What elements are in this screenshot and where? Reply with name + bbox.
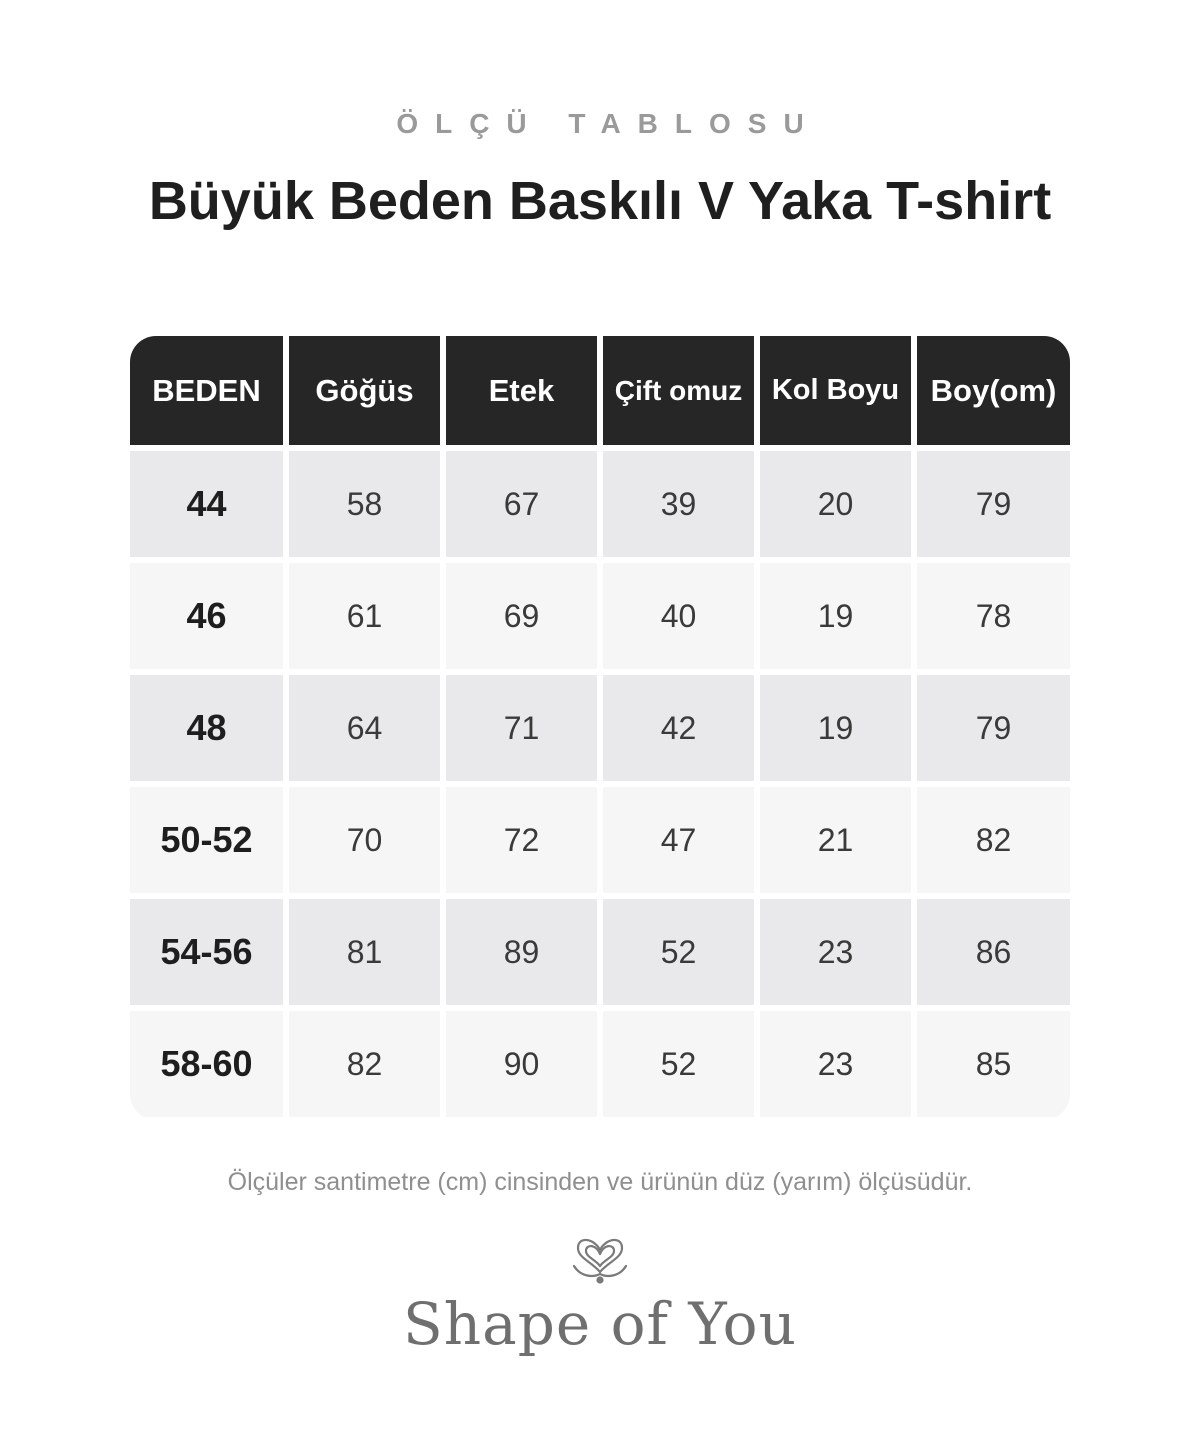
column-header-boy: Boy(om) <box>917 336 1070 445</box>
measurement-cell: 90 <box>446 1011 597 1117</box>
measurement-cell: 81 <box>289 899 440 1005</box>
column-header-cift-omuz: Çift omuz <box>603 336 754 445</box>
measurement-cell: 79 <box>917 675 1070 781</box>
measurement-cell: 23 <box>760 1011 911 1117</box>
table-row <box>130 899 1070 1005</box>
page-title: Büyük Beden Baskılı V Yaka T-shirt <box>148 171 1052 231</box>
size-cell: 50-52 <box>130 787 283 893</box>
table-row <box>130 787 1070 893</box>
column-header-kol-boyu: Kol Boyu <box>760 336 911 445</box>
double-heart-logo-icon <box>566 1228 634 1290</box>
measurement-cell: 58 <box>289 451 440 557</box>
column-header-etek: Etek <box>446 336 597 445</box>
size-cell: 46 <box>130 563 283 669</box>
measurement-cell: 72 <box>446 787 597 893</box>
measurement-cell: 70 <box>289 787 440 893</box>
measurement-cell: 39 <box>603 451 754 557</box>
size-cell: 44 <box>130 451 283 557</box>
measurement-cell: 86 <box>917 899 1070 1005</box>
table-row <box>130 563 1070 669</box>
measurement-cell: 20 <box>760 451 911 557</box>
measurement-cell: 47 <box>603 787 754 893</box>
measurement-cell: 82 <box>917 787 1070 893</box>
measurement-cell: 79 <box>917 451 1070 557</box>
measurement-cell: 40 <box>603 563 754 669</box>
measurement-cell: 42 <box>603 675 754 781</box>
measurement-cell: 52 <box>603 899 754 1005</box>
measurement-cell: 19 <box>760 675 911 781</box>
measurement-cell: 67 <box>446 451 597 557</box>
measurement-cell: 19 <box>760 563 911 669</box>
size-cell: 54-56 <box>130 899 283 1005</box>
measurement-cell: 61 <box>289 563 440 669</box>
measurement-cell: 52 <box>603 1011 754 1117</box>
brand-logo-text: Shape of You <box>403 1290 797 1358</box>
measurement-cell: 82 <box>289 1011 440 1117</box>
measurement-cell: 64 <box>289 675 440 781</box>
size-table <box>130 336 1070 1120</box>
size-chart-subtitle: ÖLÇÜ TABLOSU <box>396 108 821 139</box>
measurement-note: Ölçüler santimetre (cm) cinsinden ve ürünün düz (yarım) ölçüsüdür. <box>227 1168 973 1196</box>
column-header-gogus: Göğüs <box>289 336 440 445</box>
measurement-cell: 89 <box>446 899 597 1005</box>
measurement-cell: 21 <box>760 787 911 893</box>
measurement-cell: 69 <box>446 563 597 669</box>
measurement-cell: 71 <box>446 675 597 781</box>
measurement-cell: 23 <box>760 899 911 1005</box>
measurement-cell: 85 <box>917 1011 1070 1117</box>
table-header-row <box>130 336 1070 445</box>
size-cell: 58-60 <box>130 1011 283 1117</box>
table-row <box>130 675 1070 781</box>
column-header-beden: BEDEN <box>130 336 283 445</box>
measurement-cell: 78 <box>917 563 1070 669</box>
size-cell: 48 <box>130 675 283 781</box>
table-row <box>130 1011 1070 1117</box>
table-row <box>130 451 1070 557</box>
